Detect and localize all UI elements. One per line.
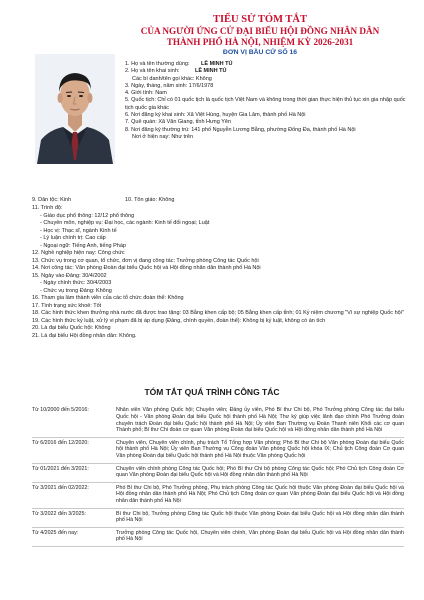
work-description: Phó Bí thư Chi bộ, Phó Trưởng phòng, Phụ trách phòng Công tác Quốc hội thuộc Văn phòng Đoàn đại biểu Quốc hội và Hội đồng nhân dân thành phố Hà Nội; Phó Chủ tịch Công đoàn cơ quan Văn phòng Đoàn đại biểu Quốc hội và Hội đồng nhân dân thành phố Hà Nội (116, 484, 404, 505)
info-na-delegate: 20. Là đại biểu Quốc hội: Không (32, 325, 111, 331)
info-hometown: 7. Quê quán: Xã Văn Giang, tỉnh Hưng Yên (125, 119, 232, 126)
info-birth-date: 3. Ngày, tháng, năm sinh: 17/6/1978 (125, 82, 214, 89)
work-period: Từ 10/2000 đến 5/2016: (32, 407, 89, 413)
work-period: Từ 6/2016 đến 12/2020: (32, 439, 89, 446)
personal-info-block (125, 61, 415, 141)
info-permanent-residence: 8. Nơi đăng ký thường trú: 141 phố Nguyễn Lương Bằng, phường Đống Đa, thành phố Hà Nội (125, 126, 356, 133)
info-ethnicity: 9. Dân tộc: Kinh (32, 197, 72, 203)
document-subtitle-line1: CỦA NGƯỜI ỨNG CỬ ĐẠI BIỂU HỘI ĐỒNG NHÂN DÂN (140, 26, 380, 36)
info-occupation: 12. Nghề nghiệp hiện nay: Công chức (32, 250, 125, 256)
work-history-row (32, 483, 404, 509)
birth-name-label: 2. Họ và tên khai sinh: (125, 68, 180, 75)
common-name-label: 1. Họ và tên thường dùng: (125, 61, 190, 67)
info-birth-name (125, 68, 415, 75)
work-history-row (32, 464, 404, 483)
work-description: Chuyên viên, Chuyên viên chính, phụ trách Tổ Tổng hợp Văn phòng; Phó Bí thư Chi bộ Văn phòng Đoàn đại biểu Quốc hội thành phố Hà Nội; Ủy viên Ban Thường vụ Công đoàn Văn phòng Quốc hội khóa IX; Chủ tịch Công đoàn Cơ quan Văn phòng Đoàn đại biểu Quốc hội thành phố Hà Nội thuộc Văn phòng Quốc hội (116, 439, 404, 460)
info-religion: 10. Tôn giáo: Không (125, 197, 175, 203)
info-education-heading: 11. Trình độ: (32, 205, 63, 211)
work-history-list (32, 405, 404, 547)
info-aliases: Các bí danh/tên gọi khác: Không (132, 75, 212, 82)
work-period: Từ 4/2025 đến nay: (32, 529, 79, 536)
info-languages: - Ngoại ngữ: Tiếng Anh, tiếng Pháp (40, 242, 126, 249)
info-workplace: 14. Nơi công tác: Văn phòng Đoàn đại biểu Quốc hội và Hội đồng nhân dân thành phố Hà Nội (32, 265, 261, 271)
info-party-position: - Chức vụ trong Đảng: Không (40, 287, 112, 294)
info-current-residence: Nơi ở hiện nay: Như trên (132, 133, 194, 140)
electoral-unit: ĐƠN VỊ BẦU CỬ SỐ 16 (222, 49, 298, 56)
work-description: Nhân viên Văn phòng Quốc hội; Chuyên viên; Đảng ủy viên, Phó Bí thư Chi bộ, Phó Trưởng phòng Công tác đại biểu Quốc hội - Văn phòng Đoàn đại biểu Quốc hội thành phố Hà Nội; Thư ký giúp việc lãnh đạo chính Phó Trưởng đoàn chuyên trách Đoàn đại biểu Quốc hội thành phố Hà Nội; Ủy viên Ban Thường vụ Đoàn Thanh niên Khối các cơ quan Thành phố; Bí thư Chi đoàn cơ quan Văn phòng Đoàn đại biểu Quốc hội và Hội đồng nhân dân thành phố Hà Nội (116, 407, 404, 434)
document-subtitle-line2: THÀNH PHỐ HÀ NỘI, NHIỆM KỲ 2026-2031 (166, 36, 354, 47)
candidate-portrait (35, 54, 115, 164)
work-description: Chuyên viên chính phòng Công tác Quốc hội; Phó Bí thư Chi bộ phòng Công tác Quốc hội; Phó Chủ tịch Công đoàn Cơ quan Văn phòng Đoàn đại biểu Quốc hội và Hội đồng nhân dân thành phố Hà Nội (116, 465, 404, 479)
document-title: TIỂU SỬ TÓM TẮT (212, 14, 308, 25)
work-period: Từ 3/2022 đến 3/2025: (32, 510, 86, 517)
info-awards: 18. Các hình thức khen thưởng nhà nước đã được trao tặng: 03 Bằng khen cấp bộ; 05 Bằng khen cấp tỉnh; 01 Kỷ niệm chương "Vì sự nghiệp Quốc hội" (32, 310, 404, 316)
work-period: Từ 3/2021 đến 02/2022: (32, 484, 89, 491)
info-party-join-date: 15. Ngày vào Đảng: 30/4/2002 (32, 272, 107, 279)
work-history-row (32, 438, 404, 464)
info-degree: - Học vị: Thạc sĩ, ngành Kinh tế (40, 227, 117, 234)
work-description: Trưởng phòng Công tác Quốc hội, Chuyên viên chính, Văn phòng Đoàn đại biểu Quốc hội và Hội đồng nhân dân thành phố Hà Nội (116, 529, 404, 543)
birth-name-value: LÊ MINH TÚ (194, 68, 227, 75)
work-period: Từ 01/2021 đến 3/2021: (32, 465, 89, 472)
info-position: 13. Chức vụ trong cơ quan, tổ chức, đơn vị đang công tác: Trưởng phòng Công tác Quốc hội (32, 257, 259, 264)
work-history-title: TÓM TẮT QUÁ TRÌNH CÔNG TÁC (144, 387, 280, 397)
work-history-row (32, 405, 404, 438)
info-nationality: 5. Quốc tịch: Chỉ có 01 quốc tịch là quốc tịch Việt Nam và không trong thời gian thực hiện thủ tục xin gia nhập quốc tịch quốc gia khác (125, 97, 406, 111)
common-name-value: LÊ MINH TÚ (201, 61, 233, 67)
info-health: 17. Tình trạng sức khoẻ: Tốt (32, 302, 102, 309)
work-history-row (32, 528, 404, 547)
info-professional: - Chuyên môn, nghiệp vụ: Đại học, các ngành: Kinh tế đối ngoại; Luật (40, 220, 210, 226)
info-gender: 4. Giới tính: Nam (125, 90, 167, 97)
document-header (100, 14, 420, 57)
work-description: Bí thư Chi bộ, Trưởng phòng Công tác Quốc hội thuộc Văn phòng Đoàn đại biểu Quốc hội và Hội đồng nhân dân thành phố Hà Nội (116, 510, 404, 524)
info-discipline: 19. Các hình thức kỷ luật, xử lý vi phạm đã bị áp dụng (Đảng, chính quyền, đoàn thể): Không bị kỷ luật, không có án tích (32, 317, 326, 324)
info-birth-registration: 6. Nơi đăng ký khai sinh: Xã Việt Hùng, huyện Gia Lâm, thành phố Hà Nội (125, 112, 306, 119)
info-council-delegate: 21. Là đại biểu Hội đồng nhân dân: Không. (32, 332, 137, 339)
portrait-image (35, 54, 115, 164)
info-section-lower (32, 205, 412, 340)
info-party-official-date: - Ngày chính thức: 30/4/2003 (40, 280, 112, 286)
info-political-theory: - Lý luận chính trị: Cao cấp (40, 235, 106, 241)
info-general-education: - Giáo dục phổ thông: 12/12 phổ thông (40, 212, 135, 219)
work-history-row (32, 509, 404, 528)
info-organizations: 16. Tham gia làm thành viên của các tổ chức đoàn thể: Không (32, 295, 184, 301)
